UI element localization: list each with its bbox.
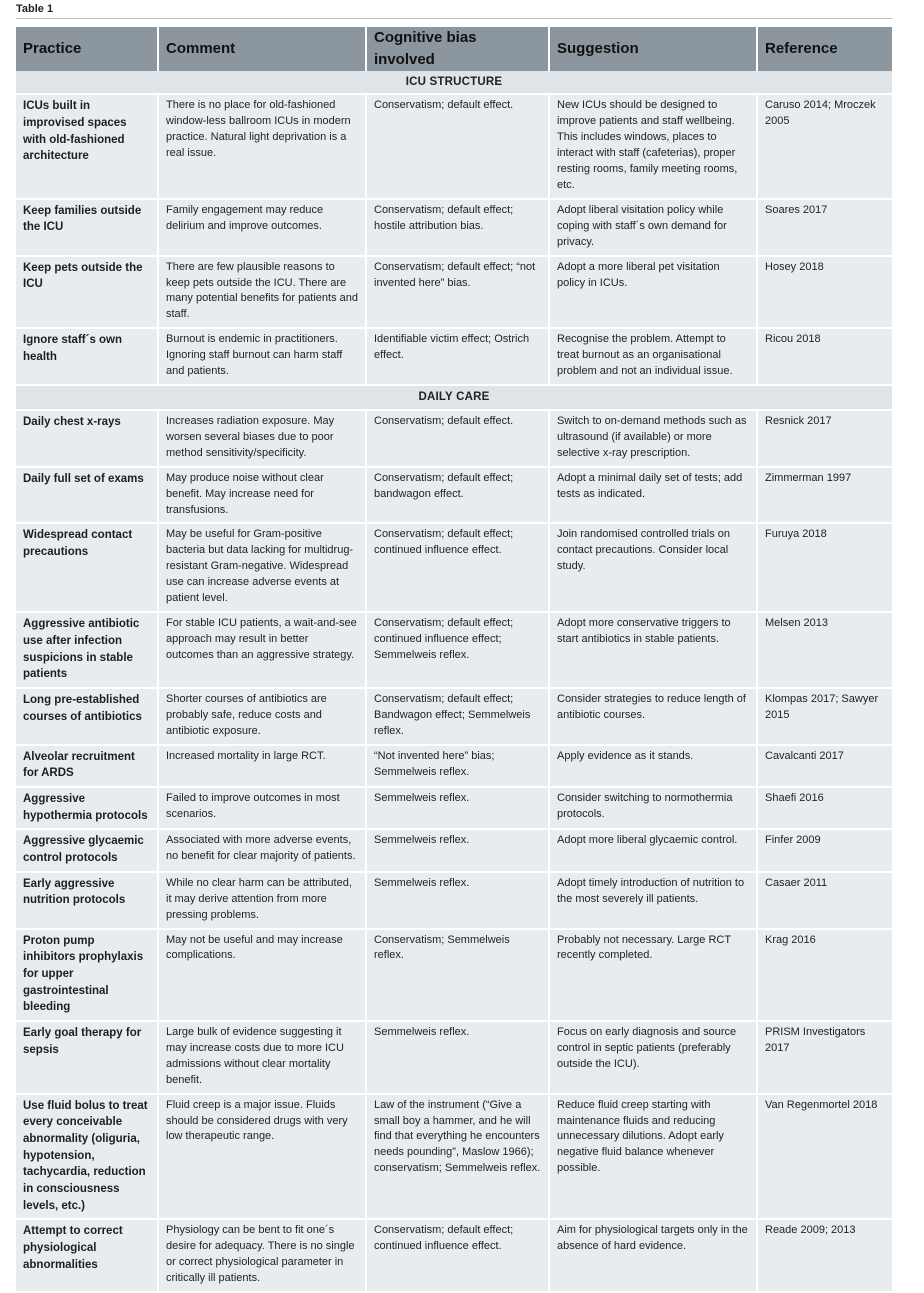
suggestion-cell: Adopt a more liberal pet visitation policy in ICUs. [550,257,758,330]
section-row [16,386,892,411]
bias-cell: Conservatism; default effect; bandwagon effect. [367,468,550,525]
suggestion-cell: Adopt timely introduction of nutrition to the most severely ill patients. [550,873,758,930]
comment-cell: Associated with more adverse events, no benefit for clear majority of patients. [159,830,367,872]
reference-cell: Furuya 2018 [758,524,892,613]
comment-cell: Failed to improve outcomes in most scenarios. [159,788,367,830]
practice-cell: Keep pets outside the ICU [16,257,159,330]
practice-cell: Aggressive hypothermia protocols [16,788,159,830]
suggestion-cell: Aim for physiological targets only in the absence of hard evidence. [550,1220,758,1293]
comment-cell: For stable ICU patients, a wait-and-see approach may result in better outcomes than an aggressive strategy. [159,613,367,689]
bias-cell: Law of the instrument (“Give a small boy a hammer, and he will find that everything he encounters needs pounding”, Maslow 1966); conservatism; Semmelweis reflex. [367,1095,550,1221]
table-row [16,468,892,525]
suggestion-cell: Apply evidence as it stands. [550,746,758,788]
table-row [16,95,892,200]
comment-cell: There are few plausible reasons to keep pets outside the ICU. There are many potential benefits for patients and staff. [159,257,367,330]
suggestion-cell: Join randomised controlled trials on contact precautions. Consider local study. [550,524,758,613]
reference-cell: Zimmerman 1997 [758,468,892,525]
reference-cell: Ricou 2018 [758,329,892,386]
section-title: ICU STRUCTURE [16,71,892,96]
reference-cell: Shaefi 2016 [758,788,892,830]
practice-cell: Daily full set of exams [16,468,159,525]
reference-cell: Soares 2017 [758,200,892,257]
table-row [16,830,892,872]
comment-cell: While no clear harm can be attributed, it may derive attention from more pressing problems. [159,873,367,930]
comment-cell: Shorter courses of antibiotics are probably safe, reduce costs and antibiotic exposure. [159,689,367,746]
comment-cell: There is no place for old-fashioned window-less ballroom ICUs in modern practice. Natural light deprivation is a real issue. [159,95,367,200]
reference-cell: Van Regenmortel 2018 [758,1095,892,1221]
practice-cell: Ignore staff´s own health [16,329,159,386]
practice-cell: ICUs built in improvised spaces with old-fashioned architecture [16,95,159,200]
practice-cell: Use fluid bolus to treat every conceivable abnormality (oliguria, hypotension, tachycardia, reduction in consciousness levels, etc.) [16,1095,159,1221]
header-suggestion: Suggestion [550,27,758,71]
table-row [16,1095,892,1221]
suggestion-cell: Adopt more conservative triggers to start antibiotics in stable patients. [550,613,758,689]
suggestion-cell: Consider strategies to reduce length of antibiotic courses. [550,689,758,746]
practice-cell: Keep families outside the ICU [16,200,159,257]
table-row [16,1220,892,1293]
practice-cell: Widespread contact precautions [16,524,159,613]
bias-cell: Identifiable victim effect; Ostrich effect. [367,329,550,386]
suggestion-cell: Focus on early diagnosis and source control in septic patients (preferably outside the ICU). [550,1022,758,1095]
table-row [16,873,892,930]
bias-cell: Conservatism; default effect; continued influence effect; Semmelweis reflex. [367,613,550,689]
header-practice: Practice [16,27,159,71]
comment-cell: Increases radiation exposure. May worsen several biases due to poor method sensitivity/specificity. [159,411,367,468]
bias-cell: Conservatism; default effect; continued influence effect. [367,1220,550,1293]
practice-cell: Early goal therapy for sepsis [16,1022,159,1095]
suggestion-cell: Switch to on-demand methods such as ultrasound (if available) or more selective x-ray prescription. [550,411,758,468]
reference-cell: Klompas 2017; Sawyer 2015 [758,689,892,746]
practice-cell: Aggressive antibiotic use after infection suspicions in stable patients [16,613,159,689]
suggestion-cell: Adopt more liberal glycaemic control. [550,830,758,872]
header-comment: Comment [159,27,367,71]
reference-cell: Krag 2016 [758,930,892,1022]
table-caption: Table 1 [16,3,53,15]
bias-cell: Conservatism; default effect. [367,411,550,468]
table-row [16,411,892,468]
comment-cell: May produce noise without clear benefit. May increase need for transfusions. [159,468,367,525]
practice-cell: Proton pump inhibitors prophylaxis for upper gastrointestinal bleeding [16,930,159,1022]
reference-cell: Hosey 2018 [758,257,892,330]
table-row [16,1022,892,1095]
reference-cell: Casaer 2011 [758,873,892,930]
bias-cell: “Not invented here” bias; Semmelweis reflex. [367,746,550,788]
bias-cell: Semmelweis reflex. [367,788,550,830]
reference-cell: Resnick 2017 [758,411,892,468]
caption-divider [16,18,892,19]
header-cognitive-bias: Cognitive bias involved [367,27,550,71]
suggestion-cell: Reduce fluid creep starting with maintenance fluids and reducing unnecessary dilutions. Adopt early negative fluid balance whenever possible. [550,1095,758,1221]
bias-cell: Conservatism; default effect; continued influence effect. [367,524,550,613]
bias-cell: Conservatism; default effect; Bandwagon effect; Semmelweis reflex. [367,689,550,746]
comment-cell: Large bulk of evidence suggesting it may increase costs due to more ICU admissions without clear mortality benefit. [159,1022,367,1095]
suggestion-cell: Recognise the problem. Attempt to treat burnout as an organisational problem and not an individual issue. [550,329,758,386]
practice-cell: Long pre-established courses of antibiotics [16,689,159,746]
practices-table [16,27,892,1293]
comment-cell: May be useful for Gram-positive bacteria but data lacking for multidrug-resistant Gram-negative. Widespread use can increase adverse events at patient level. [159,524,367,613]
table-row [16,930,892,1022]
table-row [16,257,892,330]
table-row [16,746,892,788]
practice-cell: Aggressive glycaemic control protocols [16,830,159,872]
suggestion-cell: Consider switching to normothermia protocols. [550,788,758,830]
comment-cell: Increased mortality in large RCT. [159,746,367,788]
bias-cell: Conservatism; default effect; hostile attribution bias. [367,200,550,257]
suggestion-cell: New ICUs should be designed to improve patients and staff wellbeing. This includes windows, places to interact with staff (cafeterias), proper resting rooms, family meeting rooms, etc. [550,95,758,200]
practice-cell: Attempt to correct physiological abnormalities [16,1220,159,1293]
table-header-row [16,27,892,71]
suggestion-cell: Adopt a minimal daily set of tests; add tests as indicated. [550,468,758,525]
section-row [16,71,892,96]
bias-cell: Semmelweis reflex. [367,873,550,930]
reference-cell: Finfer 2009 [758,830,892,872]
suggestion-cell: Adopt liberal visitation policy while coping with staff´s own demand for privacy. [550,200,758,257]
reference-cell: Melsen 2013 [758,613,892,689]
suggestion-cell: Probably not necessary. Large RCT recently completed. [550,930,758,1022]
comment-cell: May not be useful and may increase complications. [159,930,367,1022]
table-row [16,329,892,386]
table-row [16,524,892,613]
table-row [16,200,892,257]
section-title: DAILY CARE [16,386,892,411]
reference-cell: Cavalcanti 2017 [758,746,892,788]
table-row [16,613,892,689]
comment-cell: Family engagement may reduce delirium and improve outcomes. [159,200,367,257]
bias-cell: Semmelweis reflex. [367,1022,550,1095]
comment-cell: Physiology can be bent to fit one´s desire for adequacy. There is no single or correct physiological parameter in critically ill patients. [159,1220,367,1293]
reference-cell: Caruso 2014; Mroczek 2005 [758,95,892,200]
header-reference: Reference [758,27,892,71]
practice-cell: Daily chest x-rays [16,411,159,468]
comment-cell: Fluid creep is a major issue. Fluids should be considered drugs with very low therapeutic range. [159,1095,367,1221]
practice-cell: Alveolar recruitment for ARDS [16,746,159,788]
table-body [16,71,892,1293]
bias-cell: Semmelweis reflex. [367,830,550,872]
table-row [16,689,892,746]
reference-cell: PRISM Investigators 2017 [758,1022,892,1095]
comment-cell: Burnout is endemic in practitioners. Ignoring staff burnout can harm staff and patients. [159,329,367,386]
table-row [16,788,892,830]
bias-cell: Conservatism; default effect; “not invented here” bias. [367,257,550,330]
bias-cell: Conservatism; Semmelweis reflex. [367,930,550,1022]
reference-cell: Reade 2009; 2013 [758,1220,892,1293]
bias-cell: Conservatism; default effect. [367,95,550,200]
practice-cell: Early aggressive nutrition protocols [16,873,159,930]
